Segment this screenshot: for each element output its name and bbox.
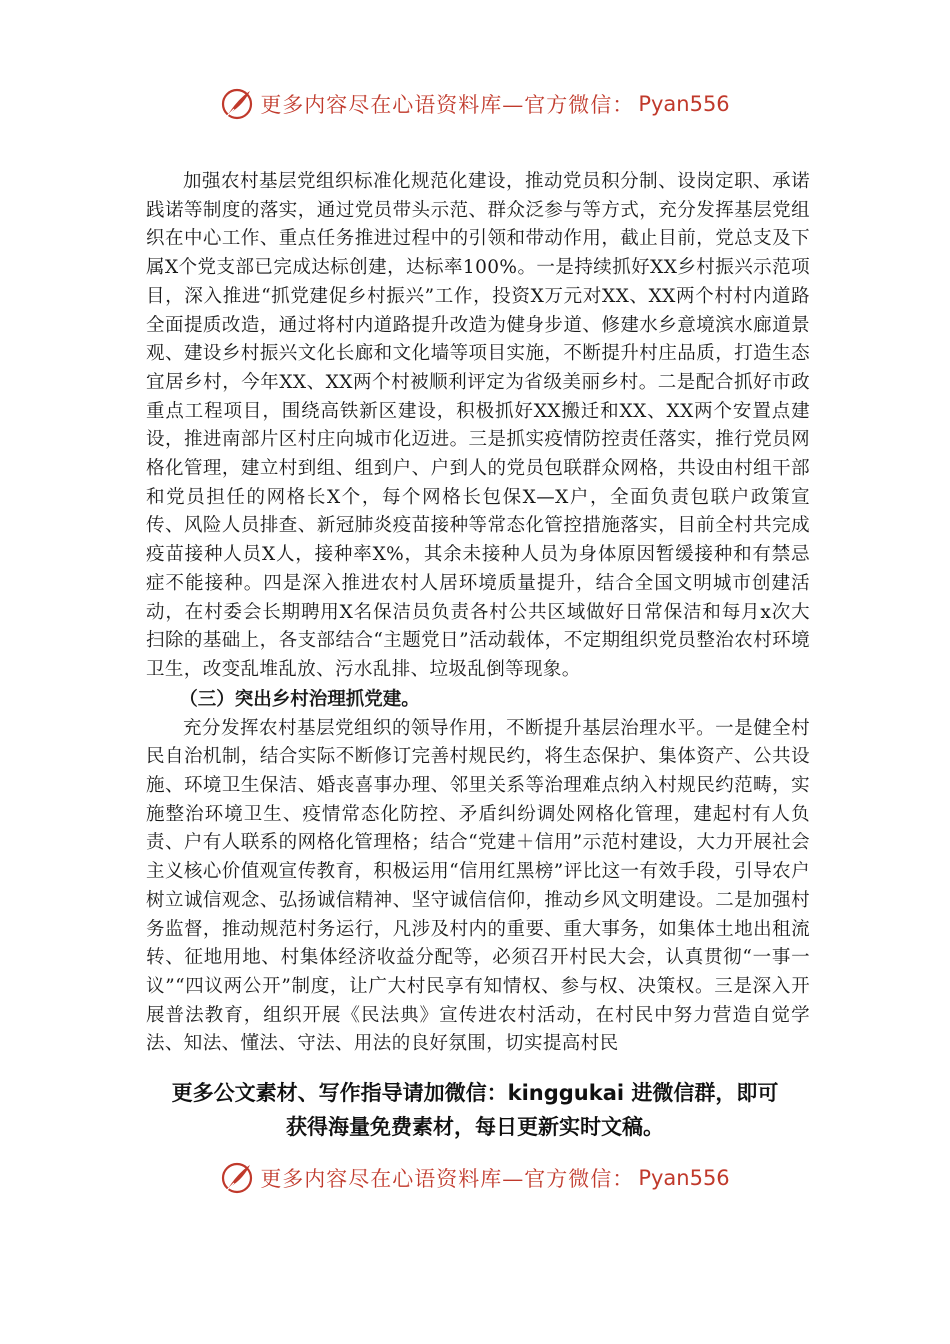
section-heading: （三）突出乡村治理抓党建。 [179,688,420,710]
banner-wechat-id: Pyan556 [638,1166,730,1190]
quill-pen-logo-icon [220,87,254,121]
footer-banner [0,1156,950,1200]
promo-line: 更多公文素材、写作指导请加微信：kinggukai 进微信群，即可 [171,1081,779,1105]
promo-notice [0,1076,950,1144]
header-banner [0,82,950,126]
promo-line: 获得海量免费素材，每日更新实时文稿。 [286,1115,664,1139]
banner-text: 更多内容尽在心语资料库—官方微信： [260,1167,635,1191]
quill-pen-logo-icon [220,1161,254,1195]
banner-text: 更多内容尽在心语资料库—官方微信： [260,93,635,117]
banner-wechat-id: Pyan556 [638,92,730,116]
paragraph: 加强农村基层党组织标准化规范化建设，推动党员积分制、设岗定职、承诺践诺等制度的落实，通过党员带头示范、群众泛参与等方式，充分发挥基层党组织在中心工作、重点任务推进过程中的引领和带动作用，截止目前，党总支及下属X个党支部已完成达标创建，达标率100%。一是持续抓好XX乡村振兴示范项目，深入推进“抓党建促乡村振兴”工作，投资X万元对XX、XX两个村村内道路全面提质改造，通过将村内道路提升改造为健身步道、修建水乡意境滨水廊道景观、建设乡村振兴文化长廊和文化墙等项目实施，不断提升村庄品质，打造生态宜居乡村，今年XX、XX两个村被顺利评定为省级美丽乡村。二是配合抓好市政重点工程项目，围绕高铁新区建设，积极抓好XX搬迁和XX、XX两个安置点建设，推进南部片区村庄向城市化迈进。三是抓实疫情防控责任落实，推行党员网格化管理，建立村到组、组到户、户到人的党员包联群众网格，共设由村组干部和党员担任的网格长X个，每个网格长包保X—X户，全面负责包联户政策宣传、风险人员排查、新冠肺炎疫苗接种等常态化管控措施落实，目前全村共完成疫苗接种人员X人，接种率X%，其余未接种人员为身体原因暂缓接种和有禁忌症不能接种。四是深入推进农村人居环境质量提升，结合全国文明城市创建活动，在村委会长期聘用X名保洁员负责各村公共区域做好日常保洁和每月x次大扫除的基础上，各支部结合“主题党日”活动载体，不定期组织党员整治农村环境卫生，改变乱堆乱放、污水乱排、垃圾乱倒等现象。 [146,171,810,680]
document-body [146,168,810,1059]
paragraph: 充分发挥农村基层党组织的领导作用，不断提升基层治理水平。一是健全村民自治机制，结合实际不断修订完善村规民约，将生态保护、集体资产、公共设施、环境卫生保洁、婚丧喜事办理、邻里关系等治理难点纳入村规民约范畴，实施整治环境卫生、疫情常态化防控、矛盾纠纷调处网格化管理，建起村有人负责、户有人联系的网格化管理格；结合“党建＋信用”示范村建设，大力开展社会主义核心价值观宣传教育，积极运用“信用红黑榜”评比这一有效手段，引导农户树立诚信观念、弘扬诚信精神、坚守诚信信仰，推动乡风文明建设。二是加强村务监督，推动规范村务运行，凡涉及村内的重要、重大事务，如集体土地出租流转、征地用地、村集体经济收益分配等，必须召开村民大会，认真贯彻“一事一议”“四议两公开”制度，让广大村民享有知情权、参与权、决策权。三是深入开展普法教育，组织开展《民法典》宣传进农村活动，在村民中努力营造自觉学法、知法、懂法、守法、用法的良好氛围，切实提高村民 [146,717,810,1055]
